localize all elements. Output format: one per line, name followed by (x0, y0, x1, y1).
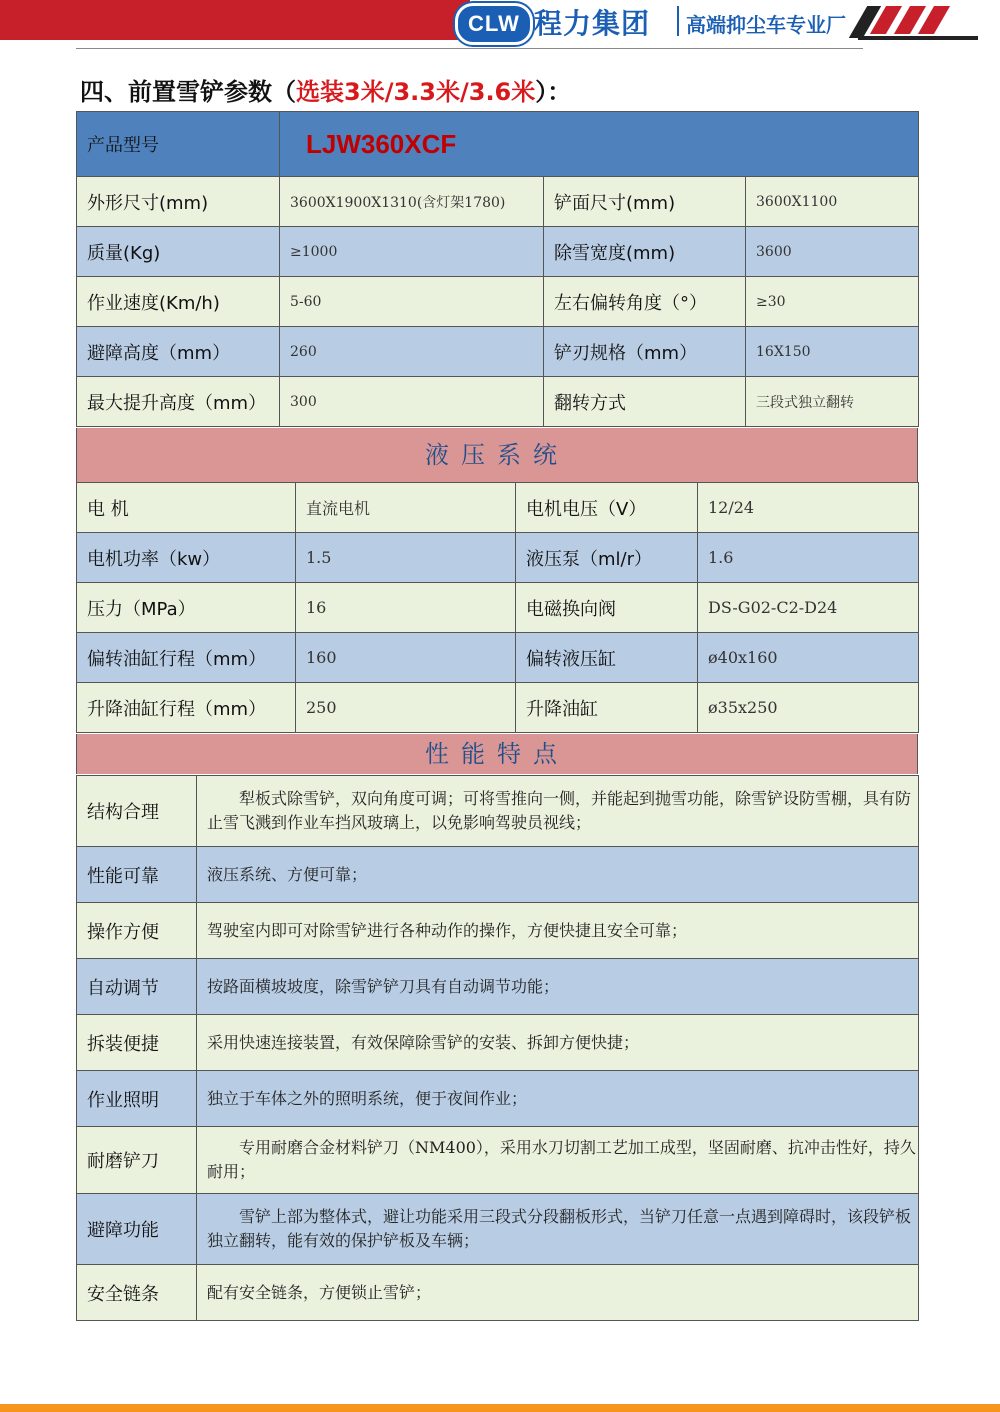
model-value: LJW360XCF (280, 112, 919, 177)
feature-description: 独立于车体之外的照明系统，便于夜间作业； (197, 1071, 919, 1127)
feature-name: 作业照明 (77, 1071, 197, 1127)
table-row (77, 776, 919, 847)
features-table (76, 775, 919, 1321)
model-label: 产品型号 (77, 112, 280, 177)
param-value: DS-G02-C2-D24 (698, 583, 919, 633)
param-key: 升降油缸 (516, 683, 698, 733)
table-row (77, 903, 919, 959)
feature-name: 操作方便 (77, 903, 197, 959)
param-value: 直流电机 (296, 483, 516, 533)
table-row (77, 377, 919, 427)
footer-bar (0, 1404, 1000, 1412)
table-row (77, 227, 919, 277)
model-row (77, 112, 919, 177)
feature-description: 按路面横坡坡度，除雪铲铲刀具有自动调节功能； (197, 959, 919, 1015)
feature-name: 拆装便捷 (77, 1015, 197, 1071)
table-row (77, 959, 919, 1015)
table-row (77, 1071, 919, 1127)
table-row (77, 483, 919, 533)
feature-name: 避障功能 (77, 1194, 197, 1265)
param-key: 压力（MPa） (77, 583, 296, 633)
table-row (77, 583, 919, 633)
param-key: 电机电压（V） (516, 483, 698, 533)
param-key: 液压泵（ml/r） (516, 533, 698, 583)
table-row (77, 1015, 919, 1071)
title-suffix: ）： (535, 78, 572, 106)
param-value: 250 (296, 683, 516, 733)
feature-description: 液压系统、方便可靠； (197, 847, 919, 903)
features-section-heading: 性能特点 (76, 734, 918, 774)
brand-logo-badge: CLW (455, 3, 533, 45)
table-row (77, 1194, 919, 1265)
param-value: 1.5 (296, 533, 516, 583)
param-value: 16X150 (746, 327, 919, 377)
param-key: 偏转油缸行程（mm） (77, 633, 296, 683)
param-value: 三段式独立翻转 (746, 377, 919, 427)
param-value: 16 (296, 583, 516, 633)
table-row (77, 177, 919, 227)
header-red-band (0, 0, 470, 40)
feature-name: 结构合理 (77, 776, 197, 847)
hydraulic-section-heading: 液压系统 (76, 428, 918, 482)
feature-name: 耐磨铲刀 (77, 1127, 197, 1194)
param-value: ø35x250 (698, 683, 919, 733)
table-row (77, 633, 919, 683)
table-row (77, 847, 919, 903)
param-value: ≥30 (746, 277, 919, 327)
param-key: 最大提升高度（mm） (77, 377, 280, 427)
param-key: 质量(Kg) (77, 227, 280, 277)
page-title (80, 72, 571, 107)
table-row (77, 277, 919, 327)
param-key: 升降油缸行程（mm） (77, 683, 296, 733)
feature-description: 专用耐磨合金材料铲刀（NM400），采用水刀切割工艺加工成型，坚固耐磨、抗冲击性好，持久耐用； (197, 1127, 919, 1194)
param-key: 铲刃规格（mm） (544, 327, 746, 377)
table-row (77, 1265, 919, 1321)
param-key: 作业速度(Km/h) (77, 277, 280, 327)
table-row (77, 683, 919, 733)
header-rule (76, 48, 863, 49)
param-key: 电磁换向阀 (516, 583, 698, 633)
brand-name: 程力集团 (534, 7, 651, 40)
feature-name: 性能可靠 (77, 847, 197, 903)
feature-description: 雪铲上部为整体式，避让功能采用三段式分段翻板形式，当铲刀任意一点遇到障碍时，该段铲板独立翻转，能有效的保护铲板及车辆； (197, 1194, 919, 1265)
table-row (77, 327, 919, 377)
feature-description: 犁板式除雪铲，双向角度可调；可将雪推向一侧，并能起到抛雪功能，除雪铲设防雪棚，具有防止雪飞溅到作业车挡风玻璃上，以免影响驾驶员视线； (197, 776, 919, 847)
param-key: 电 机 (77, 483, 296, 533)
param-value: 160 (296, 633, 516, 683)
title-options: 选装3米/3.3米/3.6米 (296, 78, 536, 106)
param-value: ≥1000 (280, 227, 544, 277)
param-key: 铲面尺寸(mm) (544, 177, 746, 227)
param-key: 左右偏转角度（°） (544, 277, 746, 327)
param-value: 5-60 (280, 277, 544, 327)
hydraulic-table (76, 482, 919, 733)
param-value: 1.6 (698, 533, 919, 583)
param-value: 300 (280, 377, 544, 427)
param-value: ø40x160 (698, 633, 919, 683)
param-key: 电机功率（kw） (77, 533, 296, 583)
title-prefix: 四、前置雪铲参数（ (80, 78, 296, 106)
feature-description: 驾驶室内即可对除雪铲进行各种动作的操作，方便快捷且安全可靠； (197, 903, 919, 959)
feature-description: 采用快速连接装置，有效保障除雪铲的安装、拆卸方便快捷； (197, 1015, 919, 1071)
feature-description: 配有安全链条，方便锁止雪铲； (197, 1265, 919, 1321)
param-value: 260 (280, 327, 544, 377)
feature-name: 自动调节 (77, 959, 197, 1015)
table-row (77, 1127, 919, 1194)
feature-name: 安全链条 (77, 1265, 197, 1321)
param-value: 3600 (746, 227, 919, 277)
param-value: 3600X1900X1310(含灯架1780) (280, 177, 544, 227)
param-value: 3600X1100 (746, 177, 919, 227)
brand-slogan: 高端抑尘车专业厂 (686, 13, 846, 37)
brand-stripes-icon (858, 6, 978, 38)
param-key: 除雪宽度(mm) (544, 227, 746, 277)
header-divider (677, 6, 679, 36)
param-key: 外形尺寸(mm) (77, 177, 280, 227)
params-table (76, 111, 919, 427)
param-key: 避障高度（mm） (77, 327, 280, 377)
table-row (77, 533, 919, 583)
param-key: 翻转方式 (544, 377, 746, 427)
param-key: 偏转液压缸 (516, 633, 698, 683)
param-value: 12/24 (698, 483, 919, 533)
